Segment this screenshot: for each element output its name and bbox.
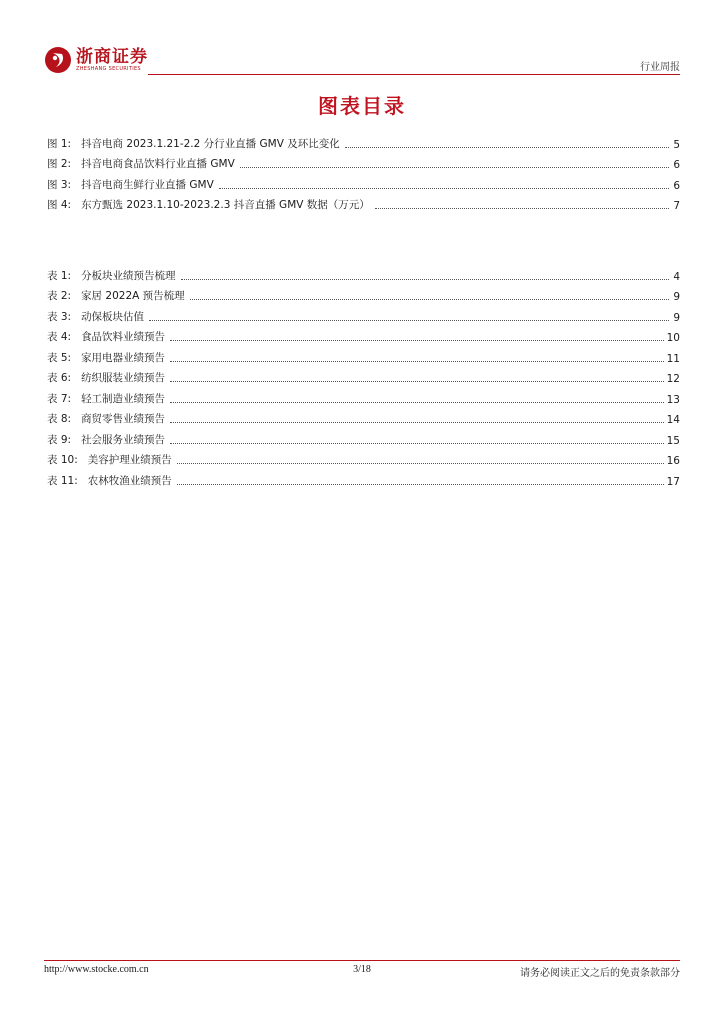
entry-title: 社会服务业绩预告: [81, 433, 166, 446]
entry-title: 抖音电商 2023.1.21-2.2 分行业直播 GMV 及环比变化: [81, 137, 340, 150]
dot-leader: [177, 463, 664, 464]
report-type: 行业周报: [640, 62, 680, 73]
entry-page: 5: [673, 138, 680, 151]
entry-page: 17: [666, 475, 680, 488]
toc-entry[interactable]: [47, 406, 680, 427]
entry-page: 12: [666, 373, 680, 385]
entry-number: 图 4:: [47, 199, 72, 211]
entry-title: 农林牧渔业绩预告: [87, 474, 172, 487]
logo-mark-icon: [44, 46, 72, 74]
company-name-cn: 浙商证券: [76, 46, 148, 67]
entry-title: 轻工制造业绩预告: [81, 392, 166, 405]
entry-page: 9: [673, 311, 680, 324]
entry-number: 表 8:: [47, 413, 72, 425]
entry-number: 表 1:: [47, 269, 72, 282]
entry-page: 6: [673, 159, 680, 171]
toc-entry[interactable]: [47, 467, 680, 488]
toc-entry[interactable]: [47, 151, 680, 172]
entry-title: 抖音电商食品饮料行业直播 GMV: [81, 158, 235, 170]
header-divider: [148, 74, 680, 75]
entry-number: 表 5:: [47, 351, 72, 364]
page-title: 图表目录: [318, 94, 406, 118]
entry-title: 动保板块估值: [81, 310, 145, 323]
toc-entry[interactable]: [47, 426, 680, 447]
entry-title: 东方甄选 2023.1.10-2023.2.3 抖音直播 GMV 数据（万元）: [81, 199, 370, 211]
entry-number: 表 9:: [47, 433, 72, 446]
entry-page: 6: [673, 179, 680, 192]
entry-title: 分板块业绩预告梳理: [81, 269, 176, 282]
company-logo: [44, 46, 148, 74]
footer-url-link[interactable]: http://www.stocke.com.cn: [44, 964, 149, 975]
entry-page: 16: [666, 455, 680, 467]
toc-entry[interactable]: [47, 130, 680, 151]
entry-number: 图 3:: [47, 178, 72, 191]
dot-leader: [219, 188, 669, 189]
toc-entry[interactable]: [47, 447, 680, 468]
entry-number: 表 2:: [47, 290, 72, 302]
dot-leader: [177, 484, 664, 485]
entry-title: 家用电器业绩预告: [81, 351, 166, 364]
toc-entry[interactable]: [47, 303, 680, 324]
table-list: [47, 262, 680, 488]
dot-leader: [375, 208, 669, 209]
dot-leader: [170, 422, 664, 423]
entry-page: 10: [666, 332, 680, 344]
entry-page: 7: [673, 200, 680, 212]
toc-entry[interactable]: [47, 365, 680, 386]
dot-leader: [170, 443, 664, 444]
entry-page: 11: [666, 352, 680, 365]
toc-entry[interactable]: [47, 192, 680, 213]
entry-number: 表 3:: [47, 310, 72, 323]
entry-number: 表 7:: [47, 392, 72, 405]
dot-leader: [170, 340, 664, 341]
page-number: 3/18: [353, 964, 371, 975]
figure-list: [47, 130, 680, 212]
dot-leader: [170, 402, 664, 403]
dot-leader: [170, 381, 664, 382]
entry-title: 商贸零售业绩预告: [81, 413, 166, 425]
entry-number: 表 10:: [47, 454, 78, 466]
dot-leader: [190, 299, 669, 300]
toc-entry[interactable]: [47, 262, 680, 283]
entry-number: 表 4:: [47, 331, 72, 343]
entry-page: 13: [666, 393, 680, 406]
entry-number: 图 1:: [47, 137, 72, 150]
entry-number: 表 6:: [47, 372, 72, 384]
entry-title: 美容护理业绩预告: [87, 454, 172, 466]
dot-leader: [345, 147, 669, 148]
entry-page: 14: [666, 414, 680, 426]
dot-leader: [170, 361, 664, 362]
toc-entry[interactable]: [47, 385, 680, 406]
entry-number: 表 11:: [47, 474, 78, 487]
dot-leader: [240, 167, 669, 168]
dot-leader: [181, 279, 669, 280]
company-name-en: ZHESHANG SECURITIES: [76, 65, 141, 72]
footer-divider: [44, 960, 680, 961]
entry-title: 食品饮料业绩预告: [81, 331, 166, 343]
entry-title: 纺织服装业绩预告: [81, 372, 166, 384]
page-header: [44, 40, 680, 80]
entry-title: 抖音电商生鲜行业直播 GMV: [81, 178, 214, 191]
entry-page: 15: [666, 434, 680, 447]
toc-entry[interactable]: [47, 171, 680, 192]
toc-entry[interactable]: [47, 344, 680, 365]
page-footer: [44, 960, 680, 980]
entry-number: 图 2:: [47, 158, 72, 170]
footer-disclaimer: 请务必阅读正文之后的免责条款部分: [520, 968, 680, 979]
toc-entry[interactable]: [47, 283, 680, 304]
toc-entry[interactable]: [47, 324, 680, 345]
entry-page: 4: [673, 270, 680, 283]
entry-title: 家居 2022A 预告梳理: [81, 290, 185, 302]
dot-leader: [149, 320, 669, 321]
entry-page: 9: [673, 291, 680, 303]
